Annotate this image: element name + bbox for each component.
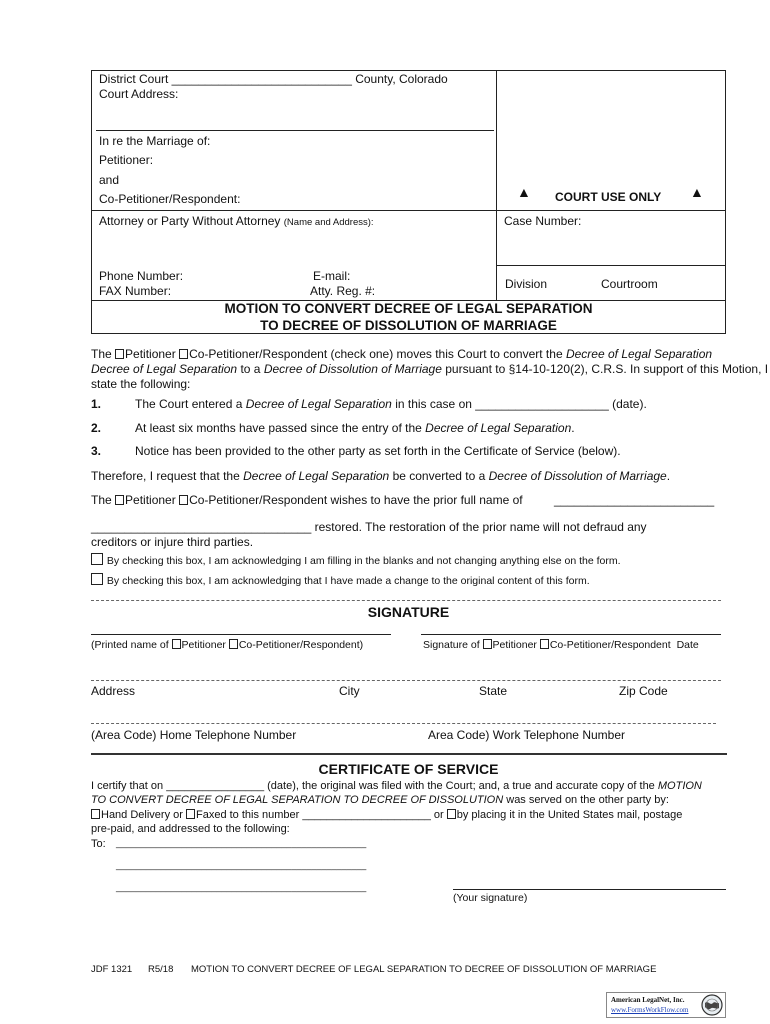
item-1-italic: Decree of Legal Separation	[245, 397, 392, 411]
intro-b: pursuant to §14-10-120(2), C.R.S. In support of this Motion, I	[445, 362, 769, 376]
city-label: City	[339, 684, 360, 698]
intro-the: The	[91, 347, 112, 361]
attorney-label	[99, 214, 374, 228]
footer-form-id: JDF 1321	[91, 964, 133, 975]
case-number-label: Case Number:	[504, 214, 582, 228]
printed-c: Co-Petitioner/Respondent)	[238, 639, 364, 651]
ack-1-text: By checking this box, I am acknowledging I am filling in the blanks and not changing anything else on the form.	[106, 555, 621, 567]
name-blank-1[interactable]: ________________________	[554, 493, 715, 507]
printed-petitioner-checkbox[interactable]	[172, 639, 181, 649]
zip-label: Zip Code	[619, 684, 668, 698]
attorney-row-rule	[91, 210, 726, 211]
printed-co-petitioner-checkbox[interactable]	[229, 639, 238, 649]
item-2-italic: Decree of Legal Separation	[425, 421, 572, 435]
ack-2-checkbox[interactable]	[91, 573, 103, 585]
attorney-sub-text: (Name and Address):	[283, 217, 374, 228]
intro-line-1	[91, 347, 726, 361]
cert-line-2-italic: TO CONVERT DECREE OF LEGAL SEPARATION TO DECREE OF DISSOLUTION	[91, 794, 504, 806]
section-rule-thick	[91, 753, 727, 755]
signature-heading: SIGNATURE	[367, 604, 450, 620]
therefore-b: be converted to a	[392, 469, 486, 483]
co-petitioner-checkbox[interactable]	[179, 349, 188, 359]
name-b: restored. The restoration of the prior name will not defraud any	[314, 520, 647, 534]
title-line-2: TO DECREE OF DISSOLUTION OF MARRIAGE	[260, 318, 557, 333]
district-court-line: District Court ___________________________ County, Colorado	[99, 72, 448, 86]
title-line-1: MOTION TO CONVERT DECREE OF LEGAL SEPARATION	[224, 301, 593, 316]
item-2-text	[135, 421, 575, 435]
item-2-b: .	[571, 421, 575, 435]
intro-line-2	[91, 362, 768, 376]
ack-2-text: By checking this box, I am acknowledging that I have made a change to the original content of this form.	[106, 575, 590, 587]
cert-line-1-italic: MOTION	[657, 780, 702, 792]
sig-a: Signature of	[423, 639, 480, 651]
item-1-c: (date).	[612, 397, 647, 411]
footer-revision: R5/18	[148, 964, 174, 975]
fax-label: FAX Number:	[99, 284, 172, 298]
and-label: and	[99, 173, 120, 187]
therefore-italic-2: Decree of Dissolution of Marriage	[488, 469, 667, 483]
sig-date: Date	[676, 639, 699, 651]
hand-delivery-label: Hand Delivery or	[101, 809, 183, 821]
item-1-b: in this case on	[395, 397, 472, 411]
name-restore-line-1	[91, 493, 523, 507]
name-co-petitioner: Co-Petitioner/Respondent	[189, 493, 328, 507]
item-1-date-blank[interactable]: ____________________	[475, 397, 609, 411]
cert-line-2-b: was served on the other party by:	[506, 794, 669, 806]
email-label: E-mail:	[313, 269, 351, 283]
intro-to: to a	[240, 362, 261, 376]
certificate-heading: CERTIFICATE OF SERVICE	[318, 761, 499, 777]
your-signature-line[interactable]	[453, 889, 726, 890]
sig-petitioner-checkbox[interactable]	[483, 639, 492, 649]
in-re-label: In re the Marriage of:	[99, 134, 211, 148]
telephone-line[interactable]	[91, 723, 716, 724]
intro-petitioner: Petitioner	[125, 347, 176, 361]
name-petitioner: Petitioner	[125, 493, 176, 507]
publisher-name: American LegalNet, Inc.	[611, 996, 685, 1004]
signature-line[interactable]	[421, 634, 721, 635]
intro-line-3: state the following:	[91, 377, 191, 391]
sig-c: Co-Petitioner/Respondent	[549, 639, 671, 651]
to-address-line-2[interactable]: __________________________________________________	[116, 860, 367, 870]
to-address-line-1[interactable]: __________________________________________________	[116, 838, 367, 848]
item-2-a: At least six months have passed since the entry of the	[135, 421, 422, 435]
phone-label: Phone Number:	[99, 269, 184, 283]
up-arrow-right-icon: ▲	[690, 184, 704, 200]
faxed-checkbox[interactable]	[186, 809, 195, 819]
signature-label	[423, 639, 699, 651]
sig-b: Petitioner	[492, 639, 537, 651]
publisher-badge	[606, 992, 726, 1018]
printed-name-label	[91, 639, 363, 651]
ack-2	[91, 573, 590, 587]
work-telephone-label: Area Code) Work Telephone Number	[428, 728, 625, 742]
name-petitioner-checkbox[interactable]	[115, 495, 124, 505]
item-1-a: The Court entered a	[135, 397, 243, 411]
name-a: wishes to have the prior full name of	[330, 493, 523, 507]
intro-decree-sep: Decree of Legal Separation	[565, 347, 713, 361]
name-restore-line-3: creditors or injure third parties.	[91, 535, 254, 549]
up-arrow-left-icon: ▲	[517, 184, 531, 200]
name-blank-2[interactable]: _________________________________	[91, 520, 312, 534]
intro-co-petitioner: Co-Petitioner/Respondent	[189, 347, 328, 361]
court-use-only-label: COURT USE ONLY	[555, 190, 662, 204]
address-rule	[96, 130, 494, 131]
petitioner-checkbox[interactable]	[115, 349, 124, 359]
intro-decree-sep-2: Decree of Legal Separation	[91, 362, 238, 376]
item-3-number: 3.	[91, 444, 102, 458]
name-co-petitioner-checkbox[interactable]	[179, 495, 188, 505]
cert-line-2	[91, 794, 669, 806]
hand-delivery-checkbox[interactable]	[91, 809, 100, 819]
cert-line-1	[91, 780, 702, 792]
item-2-number: 2.	[91, 421, 102, 435]
name-restore-line-2	[91, 520, 647, 534]
intro-decree-diss: Decree of Dissolution of Marriage	[263, 362, 442, 376]
item-3-text: Notice has been provided to the other party as set forth in the Certificate of Service (below).	[135, 444, 621, 458]
address-label: Address	[91, 684, 136, 698]
therefore-italic-1: Decree of Legal Separation	[243, 469, 390, 483]
printed-a: (Printed name of	[91, 639, 169, 651]
your-signature-label: (Your signature)	[453, 892, 528, 904]
therefore-line	[91, 469, 670, 483]
footer-form-title: MOTION TO CONVERT DECREE OF LEGAL SEPARATION TO DECREE OF DISSOLUTION OF MARRIAGE	[191, 964, 657, 975]
printed-name-line[interactable]	[91, 634, 391, 635]
item-1-number: 1.	[91, 397, 102, 411]
cert-line-4: pre-paid, and addressed to the following:	[91, 823, 290, 835]
attorney-label-text: Attorney or Party Without Attorney	[99, 214, 281, 228]
petitioner-label: Petitioner:	[99, 153, 154, 167]
intro-a: (check one) moves this Court to convert the	[330, 347, 563, 361]
publisher-website[interactable]: www.FormsWorkFlow.com	[611, 1006, 689, 1014]
state-label: State	[479, 684, 508, 698]
to-label: To:	[91, 838, 106, 850]
courtroom-label: Courtroom	[601, 277, 658, 291]
mail-checkbox[interactable]	[447, 809, 456, 819]
name-the: The	[91, 493, 112, 507]
atty-reg-label: Atty. Reg. #:	[310, 284, 376, 298]
co-petitioner-label: Co-Petitioner/Respondent:	[99, 192, 241, 206]
separator-dashed-1	[91, 600, 721, 601]
item-1-text	[135, 397, 647, 411]
division-rule	[496, 265, 726, 266]
faxed-label: Faxed to this number _____________________ or	[195, 809, 444, 821]
cert-line-3	[91, 809, 682, 821]
therefore-a: Therefore, I request that the	[91, 469, 240, 483]
ack-1-checkbox[interactable]	[91, 553, 103, 565]
cert-line-1-a: I certify that on ________________ (date), the original was filed with the Court; and, a true and accurate copy of the	[91, 780, 655, 792]
therefore-c: .	[666, 469, 671, 483]
home-telephone-label: (Area Code) Home Telephone Number	[91, 728, 297, 742]
globe-logo-icon	[701, 994, 723, 1016]
to-address-line-3[interactable]: __________________________________________________	[116, 882, 367, 892]
court-address-label: Court Address:	[99, 87, 179, 101]
printed-b: Petitioner	[181, 639, 226, 651]
sig-co-petitioner-checkbox[interactable]	[540, 639, 549, 649]
ack-1	[91, 553, 621, 567]
division-label: Division	[505, 277, 548, 291]
address-line[interactable]	[91, 680, 721, 681]
mail-label: by placing it in the United States mail, postage	[456, 809, 683, 821]
